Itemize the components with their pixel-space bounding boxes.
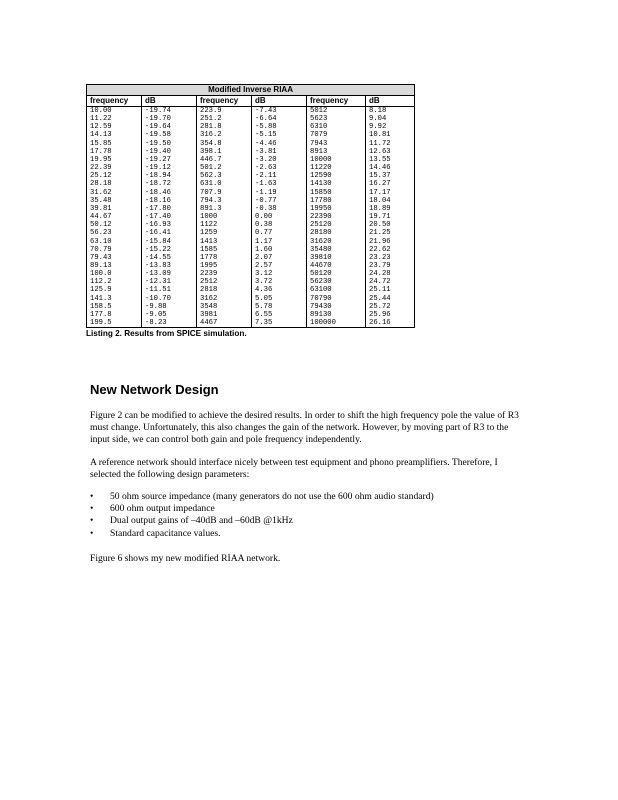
table-row [87,262,415,270]
table-row [87,164,415,172]
table-cell: 10.00 [87,107,142,116]
table-cell: -2.63 [252,164,307,172]
bullet-icon: • [90,503,94,515]
table-cell: -16.93 [142,221,197,229]
table-cell: 25.44 [366,295,415,303]
table-cell: 6.55 [252,311,307,319]
table-cell: 23.79 [366,262,415,270]
table-cell: -16.41 [142,229,197,237]
table-cell: -5.15 [252,131,307,139]
table-cell: 22.62 [366,246,415,254]
table-cell: 35480 [307,246,366,254]
list-item-text: 600 ohm output impedance [110,503,215,515]
table-cell: 35.48 [87,197,142,205]
table-cell: 17.17 [366,189,415,197]
table-cell: 891.3 [197,205,252,213]
table-cell: 1.60 [252,246,307,254]
table-cell: 3.72 [252,278,307,286]
table-cell: -7.43 [252,107,307,116]
table-cell: 251.2 [197,115,252,123]
table-cell: 56.23 [87,229,142,237]
table-row [87,107,415,116]
table-cell: -10.70 [142,295,197,303]
table-cell: -19.64 [142,123,197,131]
table-cell: 5623 [307,115,366,123]
table-cell: -4.46 [252,140,307,148]
table-cell: 25.11 [366,286,415,294]
table-row [87,140,415,148]
table-cell: -18.46 [142,189,197,197]
table-cell: 2.07 [252,254,307,262]
table-cell: 0.38 [252,221,307,229]
table-row [87,189,415,197]
table-cell: -19.74 [142,107,197,116]
table-cell: 707.9 [197,189,252,197]
results-table [86,84,415,328]
table-row [87,213,415,221]
table-cell: 15.85 [87,140,142,148]
table-cell: 39.81 [87,205,142,213]
table-cell: -19.27 [142,156,197,164]
table-cell: 562.3 [197,172,252,180]
table-cell: 25.72 [366,303,415,311]
list-item [90,491,434,503]
table-cell: 18.04 [366,197,415,205]
table-cell: 100.0 [87,270,142,278]
table-cell: 3.12 [252,270,307,278]
table-cell: 16.27 [366,180,415,188]
table-cell: 14130 [307,180,366,188]
table-cell: 15.37 [366,172,415,180]
table-cell: 0.77 [252,229,307,237]
table-cell: 14.13 [87,131,142,139]
table-cell: 2239 [197,270,252,278]
table-cell: 1.17 [252,238,307,246]
table-cell: 19.71 [366,213,415,221]
table-cell: 281.8 [197,123,252,131]
table-row [87,221,415,229]
table-cell: 0.00 [252,213,307,221]
table-body [87,107,415,328]
design-parameter-list [90,491,434,540]
table-title: Modified Inverse RIAA [87,85,415,96]
table-cell: -11.51 [142,286,197,294]
table-row [87,205,415,213]
table-cell: 398.1 [197,148,252,156]
table-cell: 17.78 [87,148,142,156]
bullet-icon: • [90,515,94,527]
table-cell: 22390 [307,213,366,221]
list-item-text: 50 ohm source impedance (many generators do not use the 600 ohm audio standard) [110,491,434,502]
table-cell: 23.23 [366,254,415,262]
column-header: dB [252,96,307,107]
table-cell: 21.96 [366,238,415,246]
table-cell: 44.67 [87,213,142,221]
table-cell: -18.94 [142,172,197,180]
table-cell: 8913 [307,148,366,156]
table-row [87,180,415,188]
table-cell: 11.72 [366,140,415,148]
table-cell: 12590 [307,172,366,180]
table-cell: 5012 [307,107,366,116]
table-cell: -1.19 [252,189,307,197]
table-cell: 5.05 [252,295,307,303]
column-header: dB [366,96,415,107]
table-cell: 24.72 [366,278,415,286]
table-cell: 50120 [307,270,366,278]
table-cell: 63.10 [87,238,142,246]
table-cell: 14.46 [366,164,415,172]
table-cell: 25120 [307,221,366,229]
table-cell: 354.8 [197,140,252,148]
table-cell: 44670 [307,262,366,270]
table-cell: 7.35 [252,319,307,328]
column-header: frequency [307,96,366,107]
table-cell: 22.39 [87,164,142,172]
table-cell: -18.72 [142,180,197,188]
table-cell: 7943 [307,140,366,148]
table-row [87,295,415,303]
table-row [87,278,415,286]
table-cell: 89.13 [87,262,142,270]
table-cell: -2.11 [252,172,307,180]
table-cell: 56230 [307,278,366,286]
table-cell: -19.12 [142,164,197,172]
table-row [87,238,415,246]
table-row [87,115,415,123]
table-cell: 199.5 [87,319,142,328]
table-row [87,319,415,328]
table-cell: 794.3 [197,197,252,205]
results-table-container [86,84,414,339]
table-cell: 19950 [307,205,366,213]
table-cell: 10.81 [366,131,415,139]
table-cell: 79430 [307,303,366,311]
table-cell: 1778 [197,254,252,262]
table-row [87,311,415,319]
table-cell: 3162 [197,295,252,303]
table-cell: 11220 [307,164,366,172]
table-cell: 25.12 [87,172,142,180]
table-cell: -9.88 [142,303,197,311]
list-item-text: Dual output gains of –40dB and –60dB @1kHz [110,515,293,527]
column-header: dB [142,96,197,107]
table-row [87,286,415,294]
table-cell: 446.7 [197,156,252,164]
table-cell: 3981 [197,311,252,319]
table-cell: -8.23 [142,319,197,328]
list-item-text: Standard capacitance values. [110,527,221,539]
table-cell: 4467 [197,319,252,328]
table-cell: 9.04 [366,115,415,123]
table-cell: -19.40 [142,148,197,156]
table-cell: -6.64 [252,115,307,123]
table-row [87,254,415,262]
table-cell: 4.36 [252,286,307,294]
table-row [87,270,415,278]
table-cell: -0.77 [252,197,307,205]
list-item [90,503,434,515]
table-row [87,197,415,205]
table-cell: -14.55 [142,254,197,262]
table-cell: 1413 [197,238,252,246]
table-cell: -15.22 [142,246,197,254]
table-cell: 125.9 [87,286,142,294]
table-row [87,229,415,237]
table-cell: 100000 [307,319,366,328]
table-cell: 2.57 [252,262,307,270]
paragraph-3: Figure 6 shows my new modified RIAA network. [90,553,281,564]
table-row [87,156,415,164]
table-cell: 501.2 [197,164,252,172]
table-cell: 1000 [197,213,252,221]
table-cell: 31.62 [87,189,142,197]
table-cell: 1259 [197,229,252,237]
table-cell: -19.70 [142,115,197,123]
table-cell: 63100 [307,286,366,294]
table-cell: 19.95 [87,156,142,164]
table-row [87,131,415,139]
table-cell: 18.89 [366,205,415,213]
table-cell: -13.09 [142,270,197,278]
table-cell: -3.20 [252,156,307,164]
table-cell: -19.58 [142,131,197,139]
table-cell: 70790 [307,295,366,303]
table-cell: 1995 [197,262,252,270]
table-cell: 15850 [307,189,366,197]
table-cell: 39810 [307,254,366,262]
table-cell: 177.8 [87,311,142,319]
table-cell: 316.2 [197,131,252,139]
paragraph-1: Figure 2 can be modified to achieve the desired results. In order to shift the high frequency pole the value of R3 must change. Unfortunately, this also changes the gain of the network. However, by moving part of R3 to the input side, we can control both gain and pole frequency independently. [90,410,519,445]
table-cell: 9.92 [366,123,415,131]
table-cell: 631.0 [197,180,252,188]
table-cell: 17780 [307,197,366,205]
table-cell: 1122 [197,221,252,229]
table-cell: -17.40 [142,213,197,221]
table-cell: -15.84 [142,238,197,246]
table-cell: -0.38 [252,205,307,213]
listing-caption: Listing 2. Results from SPICE simulation. [86,329,247,339]
table-cell: 50.12 [87,221,142,229]
table-cell: 2818 [197,286,252,294]
table-cell: 7079 [307,131,366,139]
table-row [87,148,415,156]
table-cell: -17.80 [142,205,197,213]
table-cell: -12.31 [142,278,197,286]
table-cell: -19.50 [142,140,197,148]
table-cell: 141.3 [87,295,142,303]
table-cell: 5.78 [252,303,307,311]
bullet-icon: • [90,491,94,502]
table-row [87,303,415,311]
table-cell: 158.5 [87,303,142,311]
table-cell: 28180 [307,229,366,237]
table-cell: 11.22 [87,115,142,123]
list-item [90,515,434,527]
table-cell: 25.96 [366,311,415,319]
table-cell: 21.25 [366,229,415,237]
column-header: frequency [197,96,252,107]
list-item [90,528,434,540]
table-cell: 89130 [307,311,366,319]
section-heading: New Network Design [90,382,219,397]
column-header: frequency [87,96,142,107]
table-cell: 70.79 [87,246,142,254]
table-cell: -9.05 [142,311,197,319]
table-row [87,172,415,180]
table-cell: -1.63 [252,180,307,188]
table-cell: 31620 [307,238,366,246]
table-cell: 12.59 [87,123,142,131]
table-cell: -5.88 [252,123,307,131]
table-cell: -3.81 [252,148,307,156]
table-cell: 2512 [197,278,252,286]
table-cell: -13.83 [142,262,197,270]
table-cell: 20.50 [366,221,415,229]
table-cell: 8.18 [366,107,415,116]
table-cell: 26.16 [366,319,415,328]
table-cell: 79.43 [87,254,142,262]
table-cell: 13.55 [366,156,415,164]
table-cell: 112.2 [87,278,142,286]
table-cell: 24.28 [366,270,415,278]
paragraph-2: A reference network should interface nicely between test equipment and phono preamplifiers. Therefore, I selected the following design parameters: [90,457,498,480]
table-cell: 3548 [197,303,252,311]
table-cell: 1585 [197,246,252,254]
table-cell: -18.16 [142,197,197,205]
bullet-icon: • [90,527,94,539]
table-cell: 12.63 [366,148,415,156]
table-cell: 223.9 [197,107,252,116]
table-header-row [87,96,415,107]
table-cell: 10000 [307,156,366,164]
table-cell: 28.18 [87,180,142,188]
table-row [87,246,415,254]
table-row [87,123,415,131]
table-cell: 6310 [307,123,366,131]
